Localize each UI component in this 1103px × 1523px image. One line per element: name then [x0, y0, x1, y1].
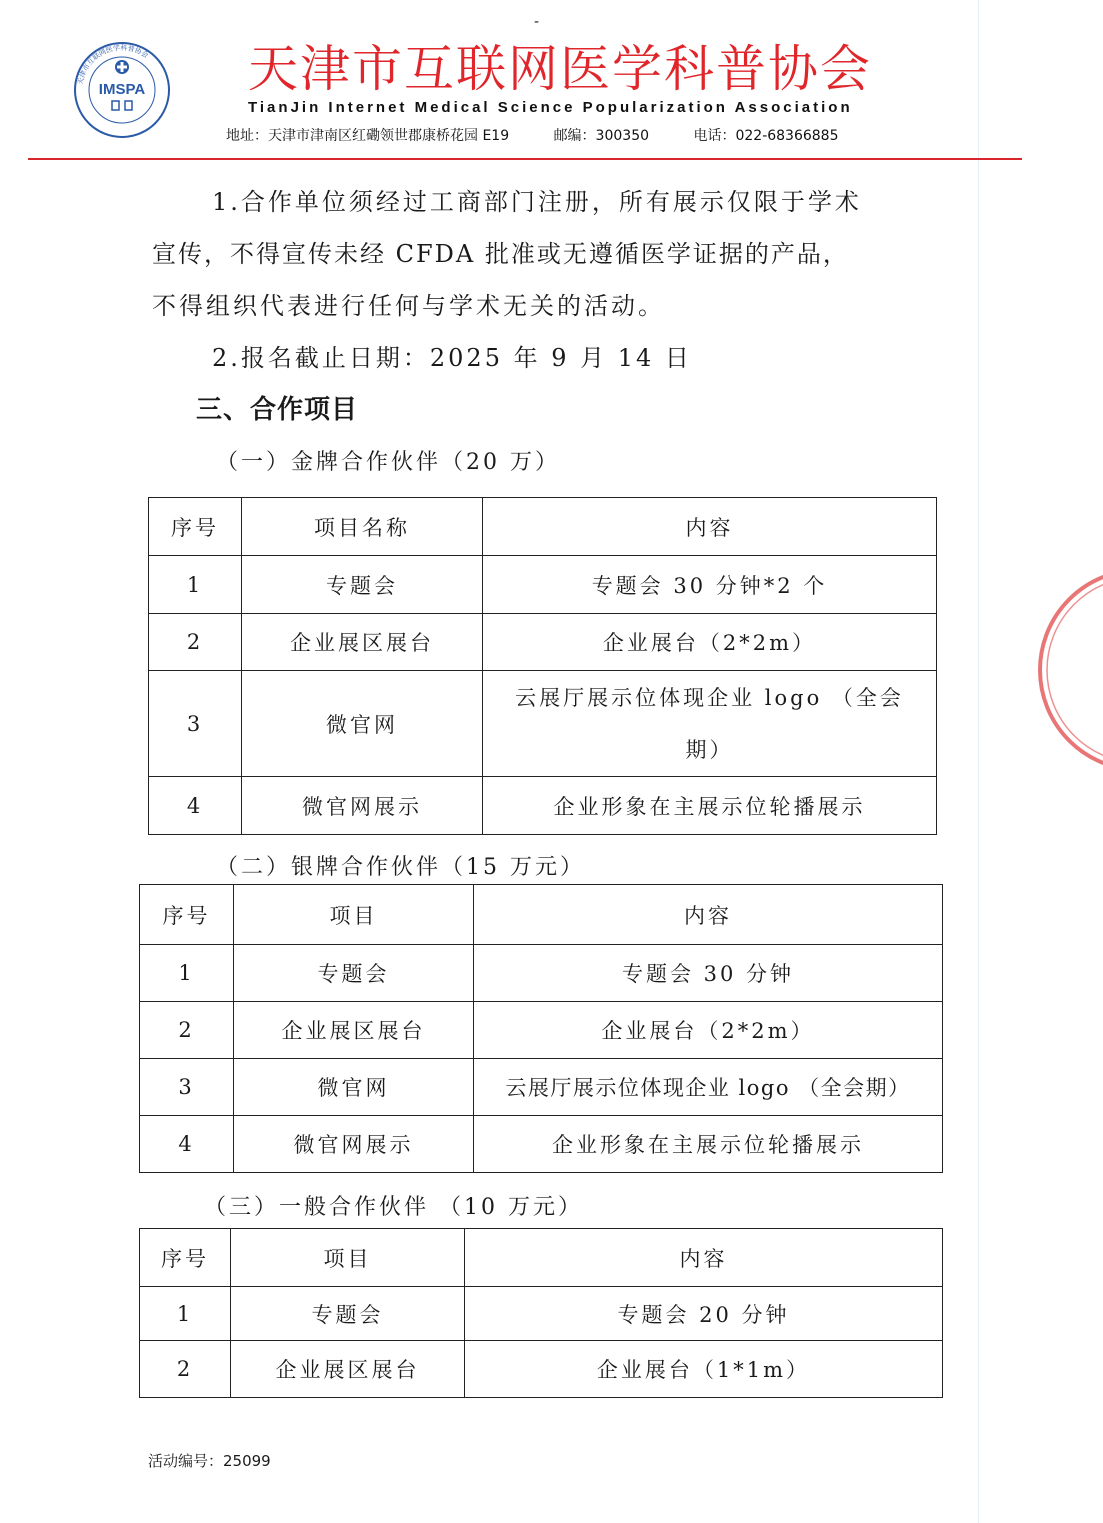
silver-heading: （二）银牌合作伙伴（15 万元）	[216, 855, 585, 880]
item-content: 企业展台（2*2m）	[483, 614, 937, 671]
header-cell: 序号	[149, 498, 242, 556]
item-name: 专题会	[242, 556, 483, 614]
row-number: 3	[140, 1059, 234, 1116]
table-row	[149, 671, 937, 777]
logo-ring-text: 天津市互联网医学科普协会	[76, 43, 150, 86]
row-number: 2	[149, 614, 242, 671]
header-cell: 内容	[465, 1229, 943, 1287]
gold-heading: （一）金牌合作伙伴（20 万）	[216, 450, 560, 475]
row-number: 2	[140, 1341, 231, 1398]
paragraph-1-line-2: 宣传，不得宣传未经 CFDA 批准或无遵循医学证据的产品，	[152, 240, 849, 268]
gold-table	[148, 497, 937, 835]
header-cell: 项目名称	[242, 498, 483, 556]
table-header-row	[140, 885, 943, 945]
item-content	[483, 671, 937, 777]
scan-edge-line	[978, 0, 979, 1523]
table-row	[149, 556, 937, 614]
header-divider	[28, 158, 1022, 160]
item-content: 专题会 30 分钟*2 个	[483, 556, 937, 614]
item-content: 企业展台（2*2m）	[474, 1002, 943, 1059]
partial-red-seal	[1030, 560, 1103, 780]
table-row	[140, 1002, 943, 1059]
organization-english-name: TianJin Internet Medical Science Popularization Association	[248, 99, 853, 116]
header-cell: 内容	[474, 885, 943, 945]
item-name: 专题会	[234, 945, 474, 1002]
svg-text:天津市互联网医学科普协会	[76, 43, 150, 86]
table-row	[149, 614, 937, 671]
table-header-row	[149, 498, 937, 556]
table-row	[140, 1287, 943, 1341]
item-content: 企业展台（1*1m）	[465, 1341, 943, 1398]
item-name: 企业展区展台	[242, 614, 483, 671]
header-cell: 序号	[140, 885, 234, 945]
row-number: 3	[149, 671, 242, 777]
item-content: 专题会 20 分钟	[465, 1287, 943, 1341]
row-number: 4	[149, 777, 242, 835]
phone: 电话：022-68366885	[693, 128, 839, 144]
header-cell: 项目	[234, 885, 474, 945]
item-content: 企业形象在主展示位轮播展示	[474, 1116, 943, 1173]
paragraph-2-deadline: 2.报名截止日期：2025 年 9 月 14 日	[212, 344, 692, 372]
item-name: 企业展区展台	[231, 1341, 465, 1398]
table-row	[140, 1059, 943, 1116]
paragraph-1-line-1: 1.合作单位须经过工商部门注册，所有展示仅限于学术	[212, 188, 862, 216]
organization-contact	[226, 125, 839, 145]
postcode: 邮编：300350	[553, 128, 650, 144]
item-name: 微官网展示	[234, 1116, 474, 1173]
item-content: 企业形象在主展示位轮播展示	[483, 777, 937, 835]
item-name: 微官网	[234, 1059, 474, 1116]
table-row	[149, 777, 937, 835]
activity-number: 活动编号：25099	[148, 1452, 271, 1470]
header-cell: 内容	[483, 498, 937, 556]
header-cell: 项目	[231, 1229, 465, 1287]
item-name: 专题会	[231, 1287, 465, 1341]
table-header-row	[140, 1229, 943, 1287]
paragraph-1-line-3: 不得组织代表进行任何与学术无关的活动。	[152, 292, 665, 320]
item-name: 微官网展示	[242, 777, 483, 835]
item-content-line-2: 期）	[685, 737, 734, 762]
table-row	[140, 1116, 943, 1173]
item-content: 专题会 30 分钟	[474, 945, 943, 1002]
row-number: 1	[140, 1287, 231, 1341]
organization-title: 天津市互联网医学科普协会	[248, 40, 872, 98]
general-heading: （三）一般合作伙伴 （10 万元）	[204, 1195, 583, 1220]
item-name: 企业展区展台	[234, 1002, 474, 1059]
imspa-logo	[72, 40, 172, 140]
table-row	[140, 945, 943, 1002]
row-number: 4	[140, 1116, 234, 1173]
header-cell: 序号	[140, 1229, 231, 1287]
item-content-line-1: 云展厅展示位体现企业 logo （全会	[515, 685, 904, 710]
logo-text: IMSPA	[98, 81, 146, 98]
item-name: 微官网	[242, 671, 483, 777]
item-content: 云展厅展示位体现企业 logo （全会期）	[474, 1059, 943, 1116]
section-title: 三、合作项目	[196, 395, 359, 425]
row-number: 1	[149, 556, 242, 614]
row-number: 2	[140, 1002, 234, 1059]
row-number: 1	[140, 945, 234, 1002]
address: 地址：天津市津南区红磡领世郡康桥花园 E19	[226, 128, 510, 144]
top-mark: -	[534, 14, 540, 30]
general-table	[139, 1228, 943, 1398]
silver-table	[139, 884, 943, 1173]
table-row	[140, 1341, 943, 1398]
